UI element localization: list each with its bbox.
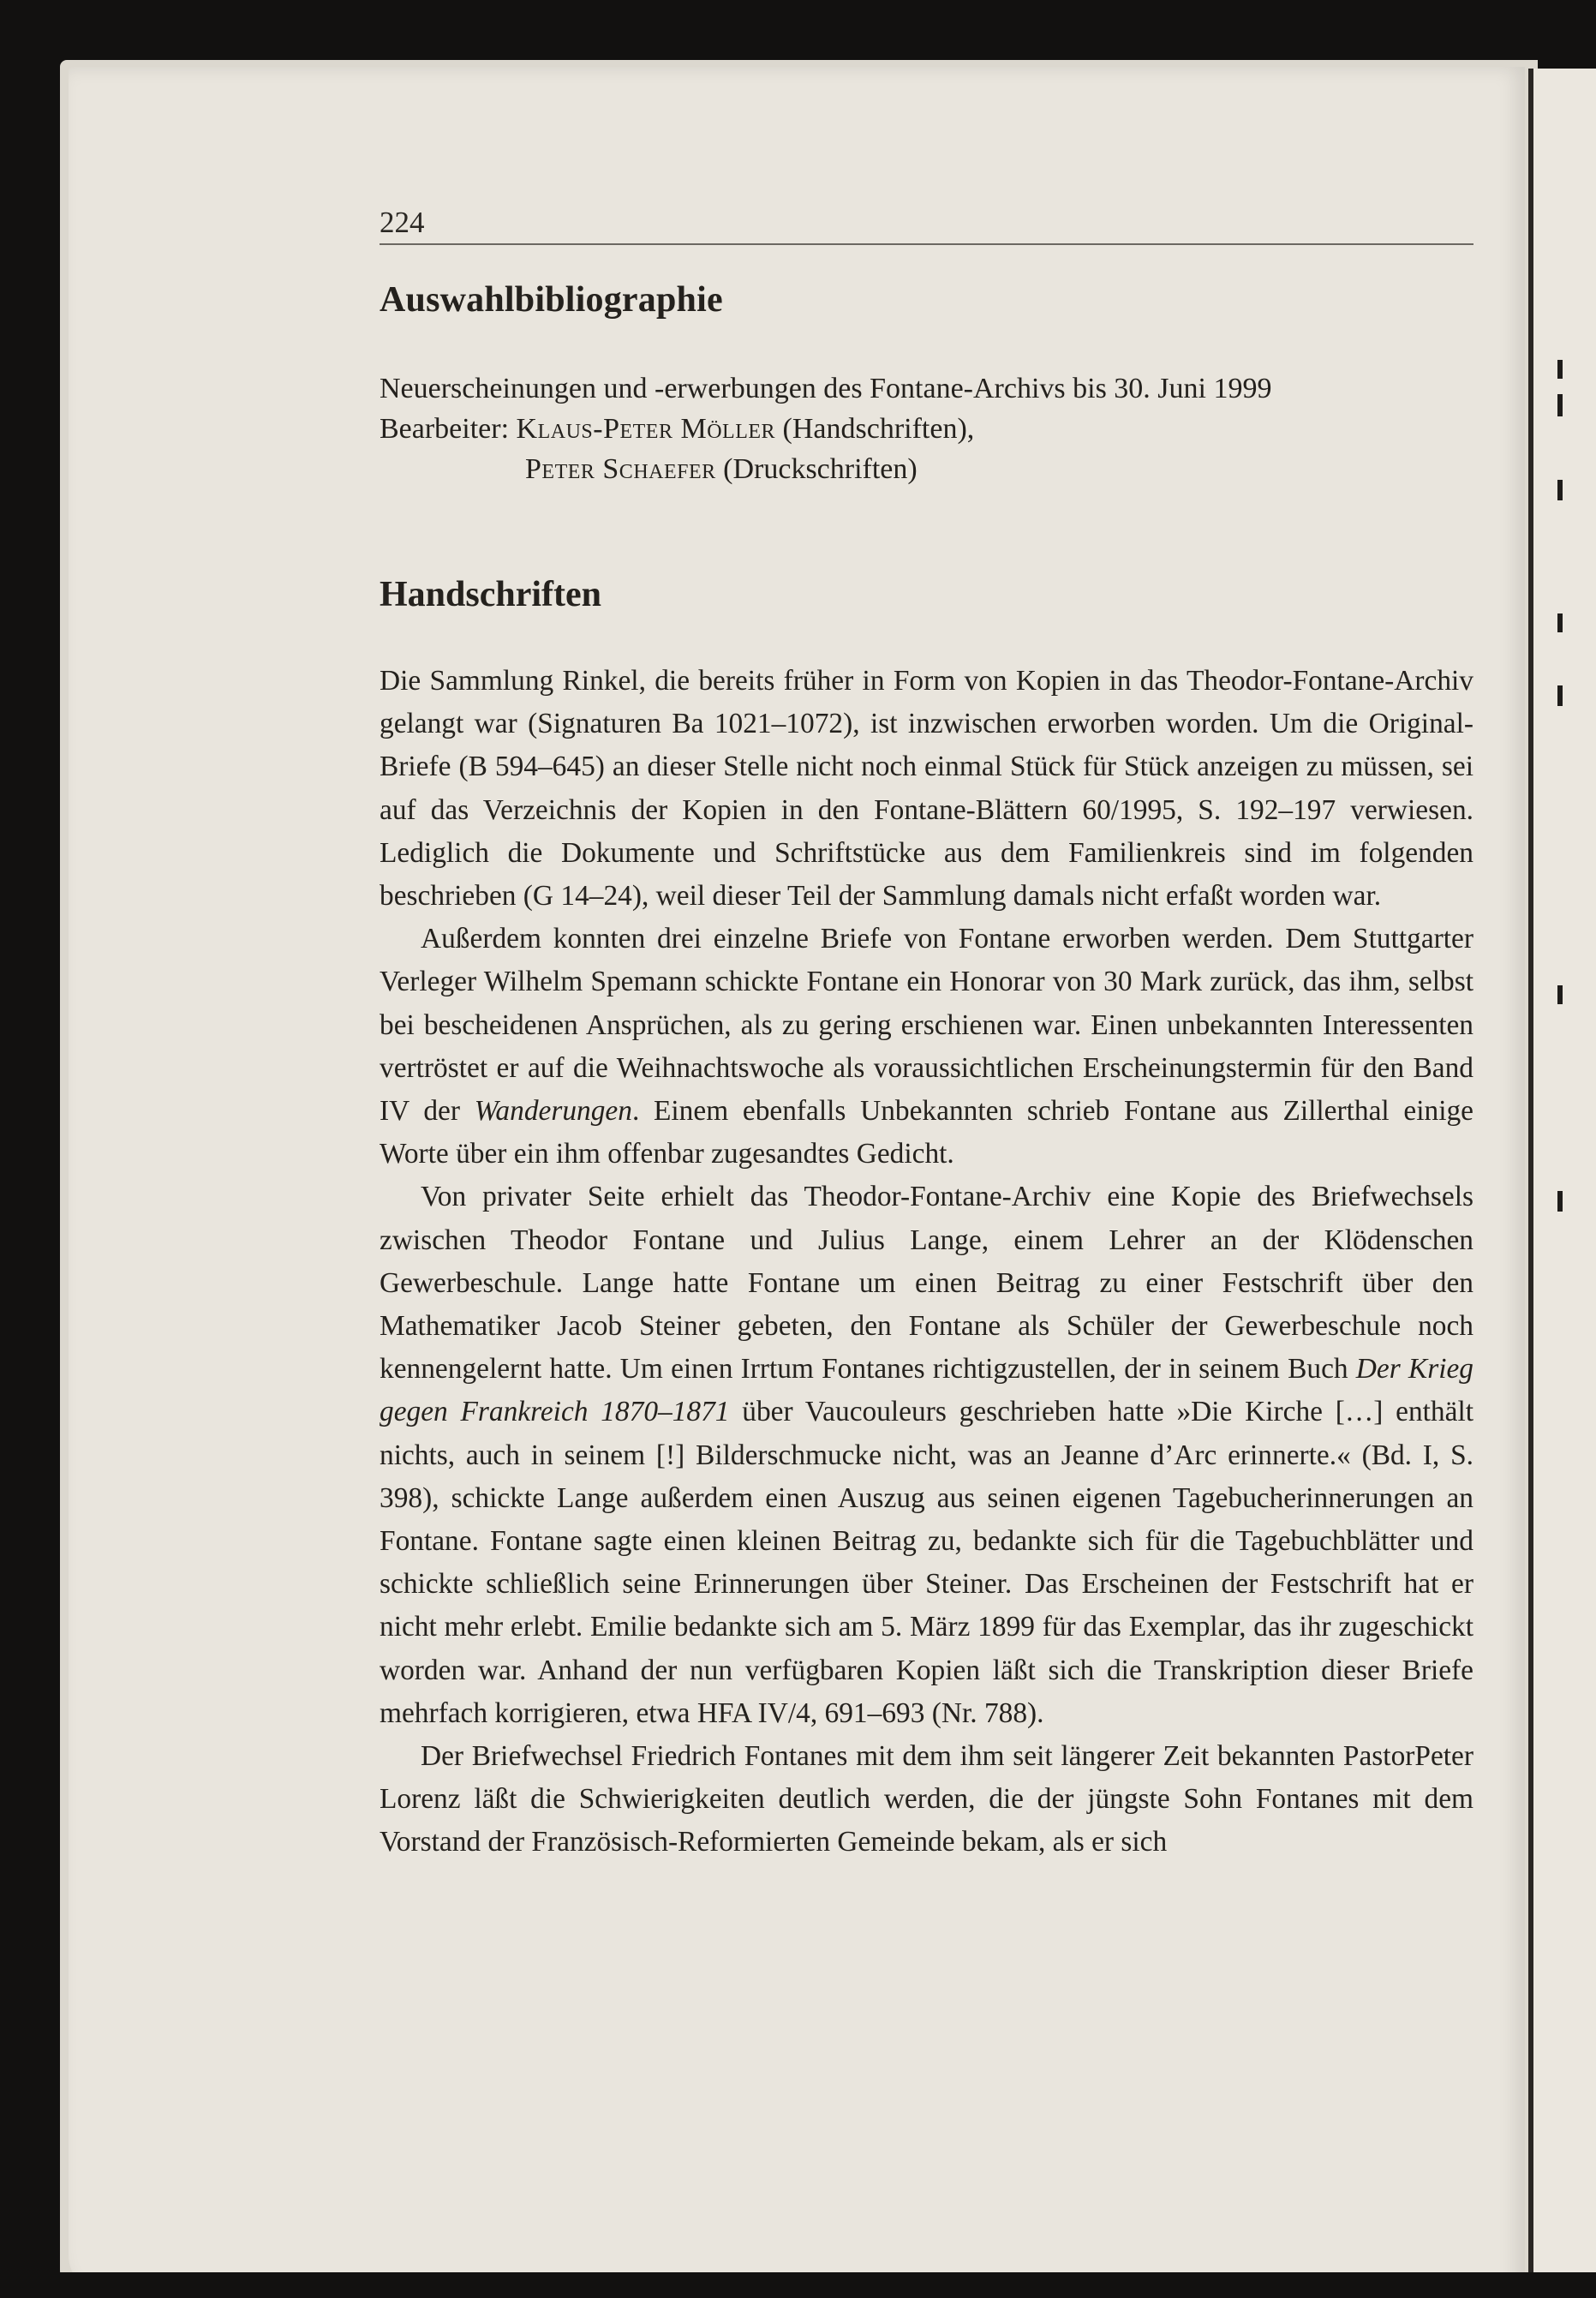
paragraph [380, 918, 1473, 1176]
meta-label: Bearbeiter: [380, 413, 510, 445]
paragraph [380, 1176, 1473, 1735]
paragraph-text: Von privater Seite erhielt das Theodor-Fontane-Archiv eine Kopie des Briefwechsels zwischen Theodor Fontane und Julius Lange, einem Lehrer an der Klödenschen Gewerbeschule. Lange hatte Fontane um einen Beitrag zu einer Festschrift über den Mathematiker Jacob Steiner gebeten, den Fontane als Schüler der Gewerbeschule noch kennengelernt hatte. Um einen Irrtum Fontanes richtigzustellen, der in seinem Buch [380, 1181, 1473, 1385]
italic-title: Der Krieg gegen Frankreich 1870–1871 [380, 1353, 1473, 1428]
body-text [380, 660, 1473, 1864]
meta-editor-line [380, 449, 1473, 489]
page-number: 224 [380, 205, 1473, 245]
editor-name: Klaus-Peter Möller [516, 413, 776, 445]
meta-editor-line [380, 409, 1473, 449]
bibliography-meta [380, 368, 1473, 489]
paragraph-text: . Einem ebenfalls Unbekannten schrieb Fontane aus Zillerthal einige Worte über ein ihm offenbar zugesandtes Gedicht. [380, 1095, 1473, 1170]
editor-name: Peter Schaefer [525, 453, 716, 485]
paragraph: Der Briefwechsel Friedrich Fontanes mit dem ihm seit längerer Zeit bekannten PastorPeter Lorenz läßt die Schwierigkeiten deutlich werden, die der jüngste Sohn Fontanes mit dem Vorstand der Französisch-Reformierten Gemeinde bekam, als er sich [380, 1740, 1473, 1858]
section-title: Auswahlbibliographie [380, 280, 723, 320]
italic-title: Wanderungen [474, 1095, 632, 1128]
editor-role: (Handschriften), [782, 413, 975, 445]
scan-border [0, 2272, 1596, 2298]
subsection-heading: Handschriften [380, 575, 602, 614]
paragraph-text: Außerdem konnten drei einzelne Briefe von Fontane erworben werden. Dem Stuttgarter Verleger Wilhelm Spemann schickte Fontane ein Honorar von 30 Mark zurück, das ihm, selbst bei bescheidenen Ansprüchen, als zu gering erschienen war. Einen unbekannten Interessenten vertröstet er auf die Weihnachtswoche als voraussichtlichen Erscheinungstermin für den Band IV der [380, 923, 1473, 1128]
paragraph: Die Sammlung Rinkel, die bereits früher in Form von Kopien in das Theodor-Fontane-Archiv gelangt war (Signaturen Ba 1021–1072), ist inzwischen erworben worden. Um die Original-Briefe (B 594–645) an dieser Stelle nicht noch einmal Stück für Stück anzeigen zu müssen, sei auf das Verzeichnis der Kopien in den Fontane-Blättern 60/1995, S. 192–197 verwiesen. Lediglich die Dokumente und Schriftstücke aus dem Familienkreis sind im folgenden beschrieben (G 14–24), weil dieser Teil der Sammlung damals nicht erfaßt worden war. [380, 665, 1473, 913]
paragraph-text: über Vaucouleurs geschrieben hatte »Die Kirche […] enthält nichts, auch in seinem [!] Bilderschmucke nicht, was an Jeanne d’Arc erinnerte.« (Bd. I, S. 398), schickte Lange außerdem einen Auszug aus seinen eigenen Tagebucherinnerungen an Fontane. Fontane sagte einen kleinen Beitrag zu, bedankte sich für die Tagebuchblätter und schickte schließlich seine Erinnerungen über Steiner. Das Erscheinen der Festschrift hat er nicht mehr erlebt. Emilie bedankte sich am 5. März 1899 für das Exemplar, das ihr zugeschickt worden war. Anhand der nun verfügbaren Kopien läßt sich die Transkription dieser Briefe mehrfach korrigieren, etwa HFA IV/4, 691–693 (Nr. 788). [380, 1396, 1474, 1729]
meta-scope: Neuerscheinungen und -erwerbungen des Fontane-Archivs bis 30. Juni 1999 [380, 373, 1272, 404]
facing-page-edge [1528, 69, 1596, 2296]
editor-role: (Druckschriften) [723, 453, 918, 485]
